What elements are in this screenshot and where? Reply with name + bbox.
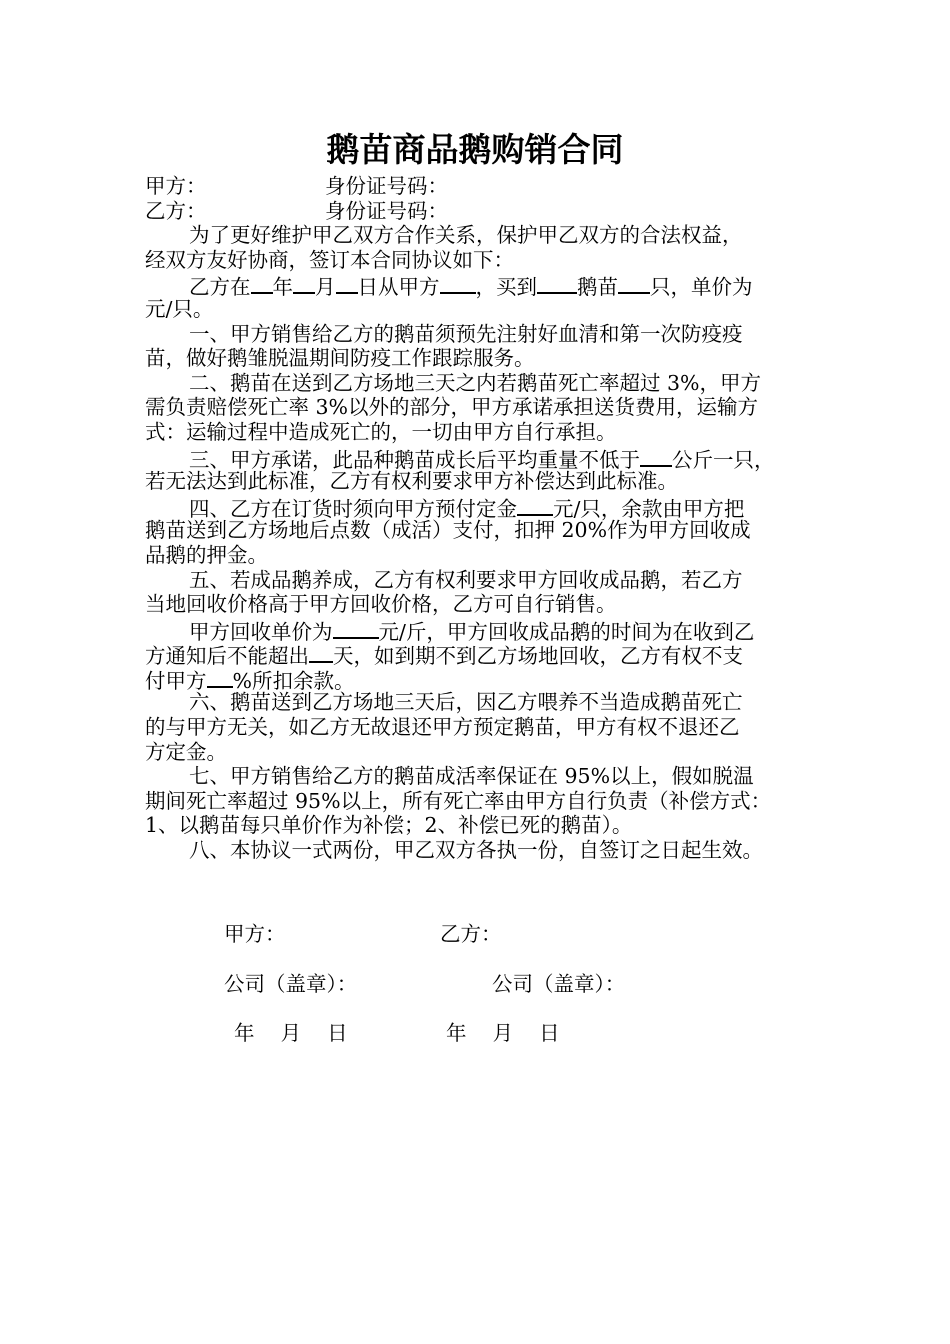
signature-date-b: 年 月 日 [446, 1021, 560, 1045]
quantity-blank [537, 272, 577, 294]
recovery-text-3: 方通知后不能超出 [145, 644, 309, 669]
weight-blank [640, 445, 672, 467]
order-text-4: 日从甲方 [357, 275, 440, 300]
contract-body [145, 174, 823, 863]
seller-blank [440, 272, 476, 294]
clause-1-line-1: 一、甲方销售给乙方的鹅苗须预先注射好血清和第一次防疫疫 [189, 321, 743, 346]
recovery-text-1: 甲方回收单价为 [189, 619, 333, 644]
clause-4-text-1: 四、乙方在订货时须向甲方预付定金 [189, 496, 517, 521]
clause-2-line-2: 需负责赔偿死亡率 3%以外的部分，甲方承诺承担送货费用，运输方 [145, 395, 759, 420]
party-a-label: 甲方： [145, 174, 207, 198]
clause-3-text-1: 三、甲方承诺，此品种鹅苗成长后平均重量不低于 [189, 447, 640, 472]
document-title: 鹅苗商品鹅购销合同 [326, 130, 624, 169]
order-text-7: 只，单价为 [650, 275, 753, 300]
order-line [145, 272, 823, 300]
intro-line-2: 经双方友好协商，签订本合同协议如下： [145, 247, 514, 272]
day-blank [336, 272, 358, 294]
clause-3-line-2: 若无法达到此标准，乙方有权利要求甲方补偿达到此标准。 [145, 469, 678, 494]
clause-3-line-1 [145, 445, 823, 470]
clause-4-text-2: 元/只，余款由甲方把 [553, 496, 745, 521]
clause-5-line-1: 五、若成品鹅养成，乙方有权利要求甲方回收成品鹅，若乙方 [189, 567, 743, 592]
clause-7-line-2: 期间死亡率超过 95%以上，所有死亡率由甲方自行负责（补偿方式： [145, 788, 772, 813]
count-blank [618, 272, 650, 294]
clause-6-line-2: 的与甲方无关，如乙方无故退还甲方预定鹅苗，甲方有权不退还乙 [145, 715, 740, 740]
party-a-id-label: 身份证号码： [325, 174, 448, 198]
clause-4-line-3: 品鹅的押金。 [145, 542, 268, 567]
clause-8-line: 八、本协议一式两份，甲乙双方各执一份，自签订之日起生效。 [189, 838, 763, 863]
signature-party-a: 甲方： [224, 922, 286, 946]
clause-7-line-3: 1、以鹅苗每只单价作为补偿；2、补偿已死的鹅苗）。 [145, 813, 633, 838]
order-line-2: 元/只。 [145, 296, 214, 321]
order-text-2: 年 [272, 275, 293, 300]
recovery-line-3 [145, 666, 823, 691]
recovery-text-2: 元/斤，甲方回收成品鹅的时间为在收到乙 [378, 619, 755, 644]
intro-line-1: 为了更好维护甲乙双方合作关系，保护甲乙双方的合法权益， [189, 223, 743, 248]
clause-2-line-1: 二、鹅苗在送到乙方场地三天之内若鹅苗死亡率超过 3%，甲方 [189, 370, 762, 395]
order-text-3: 月 [315, 275, 336, 300]
year-blank [251, 272, 273, 294]
clause-6-line-1: 六、鹅苗送到乙方场地三天后，因乙方喂养不当造成鹅苗死亡 [189, 690, 743, 715]
signature-date-a: 年 月 日 [234, 1021, 348, 1045]
clause-1-line-2: 苗，做好鹅雏脱温期间防疫工作跟踪服务。 [145, 346, 535, 371]
clause-3-text-2: 公斤一只， [672, 447, 775, 472]
recovery-line-2 [145, 641, 823, 669]
signature-party-b: 乙方： [440, 922, 502, 946]
party-a-row [145, 174, 823, 199]
month-blank [293, 272, 315, 294]
order-text-5: ，买到 [475, 275, 537, 300]
party-b-id-label: 身份证号码： [325, 198, 448, 223]
party-b-row [145, 199, 823, 224]
recovery-text-5: 付甲方 [145, 668, 207, 693]
signature-company-a: 公司（盖章）： [224, 972, 358, 996]
recovery-percent-blank [207, 666, 233, 688]
clause-6-line-3: 方定金。 [145, 739, 227, 764]
recovery-days-blank [309, 641, 333, 663]
clause-4-line-1 [145, 494, 823, 519]
recovery-text-4: 天，如到期不到乙方场地回收，乙方有权不支 [333, 644, 743, 669]
deposit-blank [517, 494, 553, 516]
order-text-6: 鹅苗 [577, 275, 618, 300]
signature-company-b: 公司（盖章）： [492, 972, 626, 996]
recovery-text-6: %所扣余款。 [232, 668, 355, 693]
recovery-line-1 [145, 617, 823, 642]
party-b-label: 乙方： [145, 198, 207, 223]
clause-4-line-2: 鹅苗送到乙方场地后点数（成活）支付，扣押 20%作为甲方回收成 [145, 518, 751, 543]
order-text-1: 乙方在 [189, 275, 251, 300]
clause-5-line-2: 当地回收价格高于甲方回收价格，乙方可自行销售。 [145, 592, 617, 617]
recovery-price-blank [333, 617, 379, 639]
clause-2-line-3: 式：运输过程中造成死亡的，一切由甲方自行承担。 [145, 419, 617, 444]
clause-7-line-1: 七、甲方销售给乙方的鹅苗成活率保证在 95%以上，假如脱温 [189, 764, 754, 789]
